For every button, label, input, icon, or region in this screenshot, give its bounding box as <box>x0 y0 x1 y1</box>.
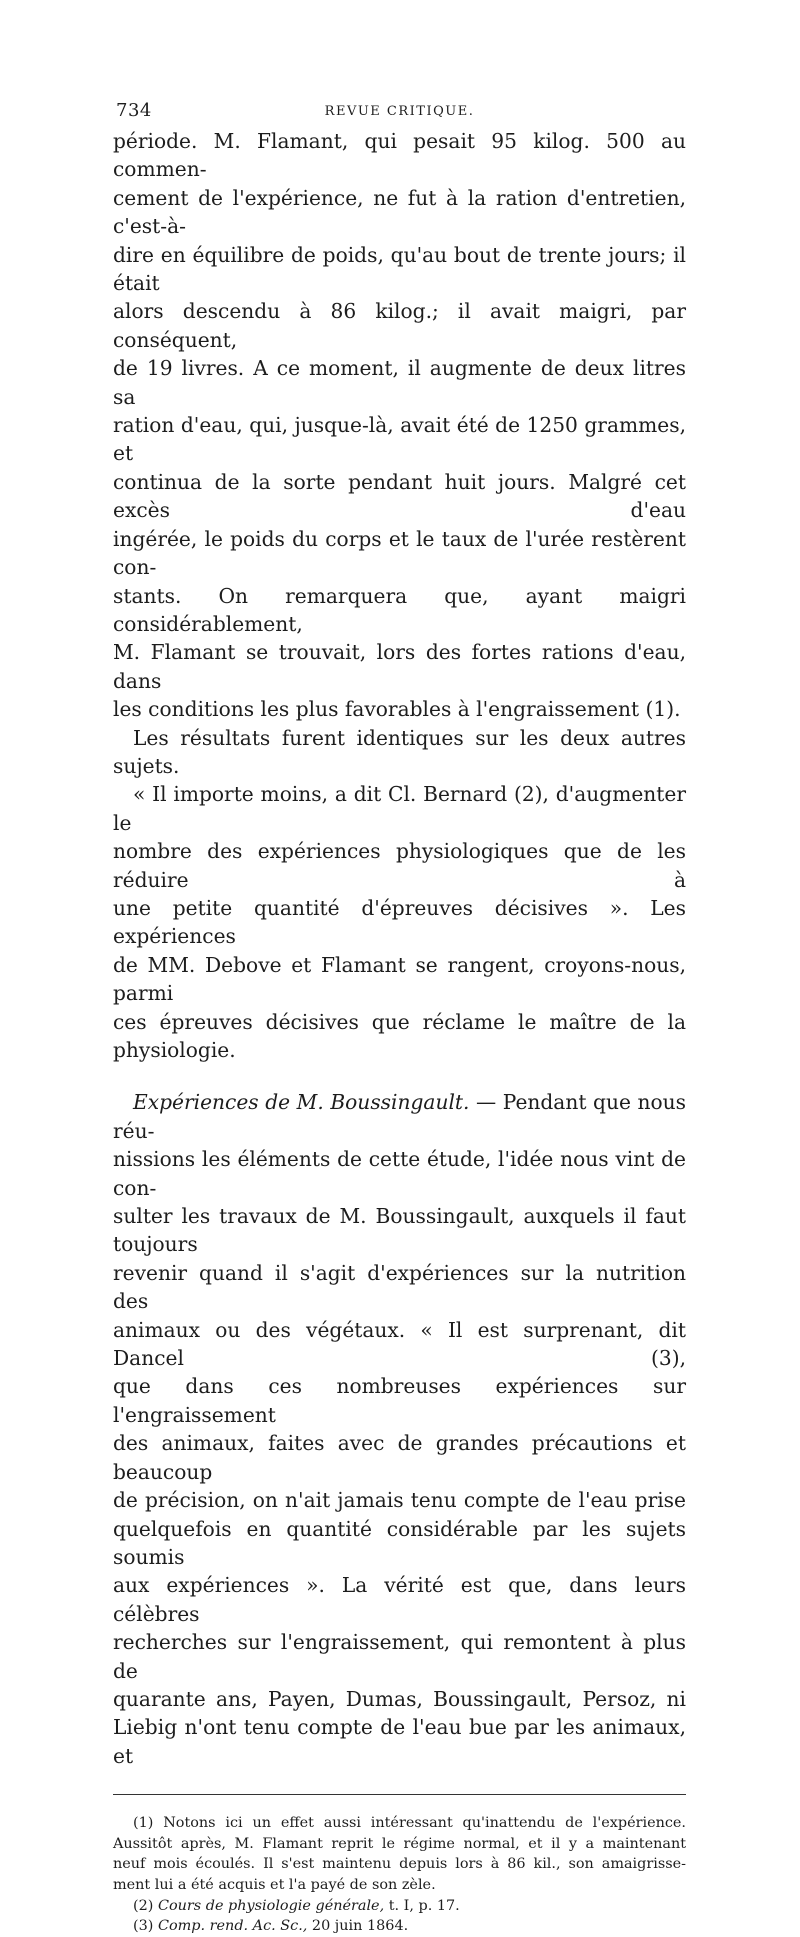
text-line: sulter les travaux de M. Boussingault, auxquels il faut toujours <box>113 1204 686 1257</box>
footnote-line: Aussitôt après, M. Flamant reprit le régime normal, et il y a maintenant <box>113 1835 686 1852</box>
paragraph-bernard-quote <box>113 780 686 1064</box>
footnotes <box>113 1813 686 1937</box>
section-gap <box>113 1064 686 1088</box>
text-line: que dans ces nombreuses expériences sur l'engraissement <box>113 1374 686 1427</box>
text-line: M. Flamant se trouvait, lors des fortes rations d'eau, dans <box>113 640 686 693</box>
footnote-line: neuf mois écoulés. Il s'est maintenu depuis lors à 86 kil., son amaigrisse- <box>113 1856 686 1873</box>
paragraph-boussingault <box>113 1088 686 1770</box>
text-line: période. M. Flamant, qui pesait 95 kilog. 500 au commen- <box>113 129 686 182</box>
heading-continuation: — Pendant que nous réu- <box>113 1090 686 1143</box>
footnote-line: (1) Notons ici un effet aussi intéressant qu'inattendu de l'expérience. <box>133 1815 686 1832</box>
text-line: ration d'eau, qui, jusque-là, avait été de 1250 grammes, et <box>113 413 686 466</box>
body-text <box>113 127 686 1770</box>
footnote-2 <box>113 1896 686 1917</box>
footnote-line: ment lui a été acquis et l'a payé de son zèle. <box>113 1876 436 1893</box>
text-line: quarante ans, Payen, Dumas, Boussingault, Persoz, ni <box>113 1686 686 1711</box>
text-line: une petite quantité d'épreuves décisives ». Les expériences <box>113 895 686 949</box>
text-line: stants. On remarquera que, ayant maigri considérablement, <box>113 583 686 636</box>
text-line: alors descendu à 86 kilog.; il avait maigri, par conséquent, <box>113 299 686 352</box>
text-line: ces épreuves décisives que réclame le maître de la physiologie. <box>113 1009 686 1062</box>
paragraph-results <box>113 724 686 781</box>
text-line: des animaux, faites avec de grandes précautions et beaucoup <box>113 1431 686 1484</box>
text-line: continua de la sorte pendant huit jours. Malgré cet excès d'eau <box>113 469 686 523</box>
footnote-number: (2) <box>133 1897 154 1914</box>
footnote-number: (3) <box>133 1918 154 1935</box>
running-head: REVUE CRITIQUE. <box>324 104 475 119</box>
text-line: revenir quand il s'agit d'expériences sur la nutrition des <box>113 1260 686 1314</box>
footnote-title: Cours de physiologie générale, <box>157 1897 385 1914</box>
text-line: quelquefois en quantité considérable par les sujets soumis <box>113 1516 686 1569</box>
text-line: de précision, on n'ait jamais tenu compte de l'eau prise <box>113 1488 686 1513</box>
text-line: recherches sur l'engraissement, qui remontent à plus de <box>113 1630 686 1683</box>
footnote-divider <box>113 1794 686 1795</box>
page-number: 734 <box>116 100 152 121</box>
text-line: Liebig n'ont tenu compte de l'eau bue par les animaux, et <box>113 1715 686 1768</box>
footnote-ref: t. I, p. 17. <box>384 1897 460 1914</box>
text-line: animaux ou des végétaux. « Il est surprenant, dit Dancel (3), <box>113 1317 686 1371</box>
text-line: dire en équilibre de poids, qu'au bout de trente jours; il était <box>113 242 686 296</box>
text-line: cement de l'expérience, ne fut à la ration d'entretien, c'est-à- <box>113 185 686 239</box>
paragraph-flamant-experiment <box>113 127 686 724</box>
book-page <box>113 96 686 1937</box>
text-line: les conditions les plus favorables à l'engraissement (1). <box>113 697 681 722</box>
text-line: aux expériences ». La vérité est que, dans leurs célèbres <box>113 1573 686 1626</box>
text-line: nombre des expériences physiologiques que de les réduire à <box>113 839 686 892</box>
text-line: Les résultats furent identiques sur les deux autres sujets. <box>113 725 686 778</box>
text-line: de 19 livres. A ce moment, il augmente de deux litres sa <box>113 356 686 409</box>
text-line: ingérée, le poids du corps et le taux de l'urée restèrent con- <box>113 526 686 580</box>
footnote-3 <box>113 1916 686 1937</box>
footnote-title: Comp. rend. Ac. Sc., <box>157 1918 308 1935</box>
page-header <box>113 96 686 126</box>
section-heading: Expériences de M. Boussingault. <box>133 1090 470 1115</box>
text-line: de MM. Debove et Flamant se rangent, croyons-nous, parmi <box>113 952 686 1006</box>
text-line <box>113 1088 686 1145</box>
text-line: « Il importe moins, a dit Cl. Bernard (2), d'augmenter le <box>113 782 686 835</box>
footnote-1 <box>113 1813 686 1895</box>
footnote-ref: 20 juin 1864. <box>307 1918 409 1935</box>
text-line: nissions les éléments de cette étude, l'idée nous vint de con- <box>113 1147 686 1200</box>
